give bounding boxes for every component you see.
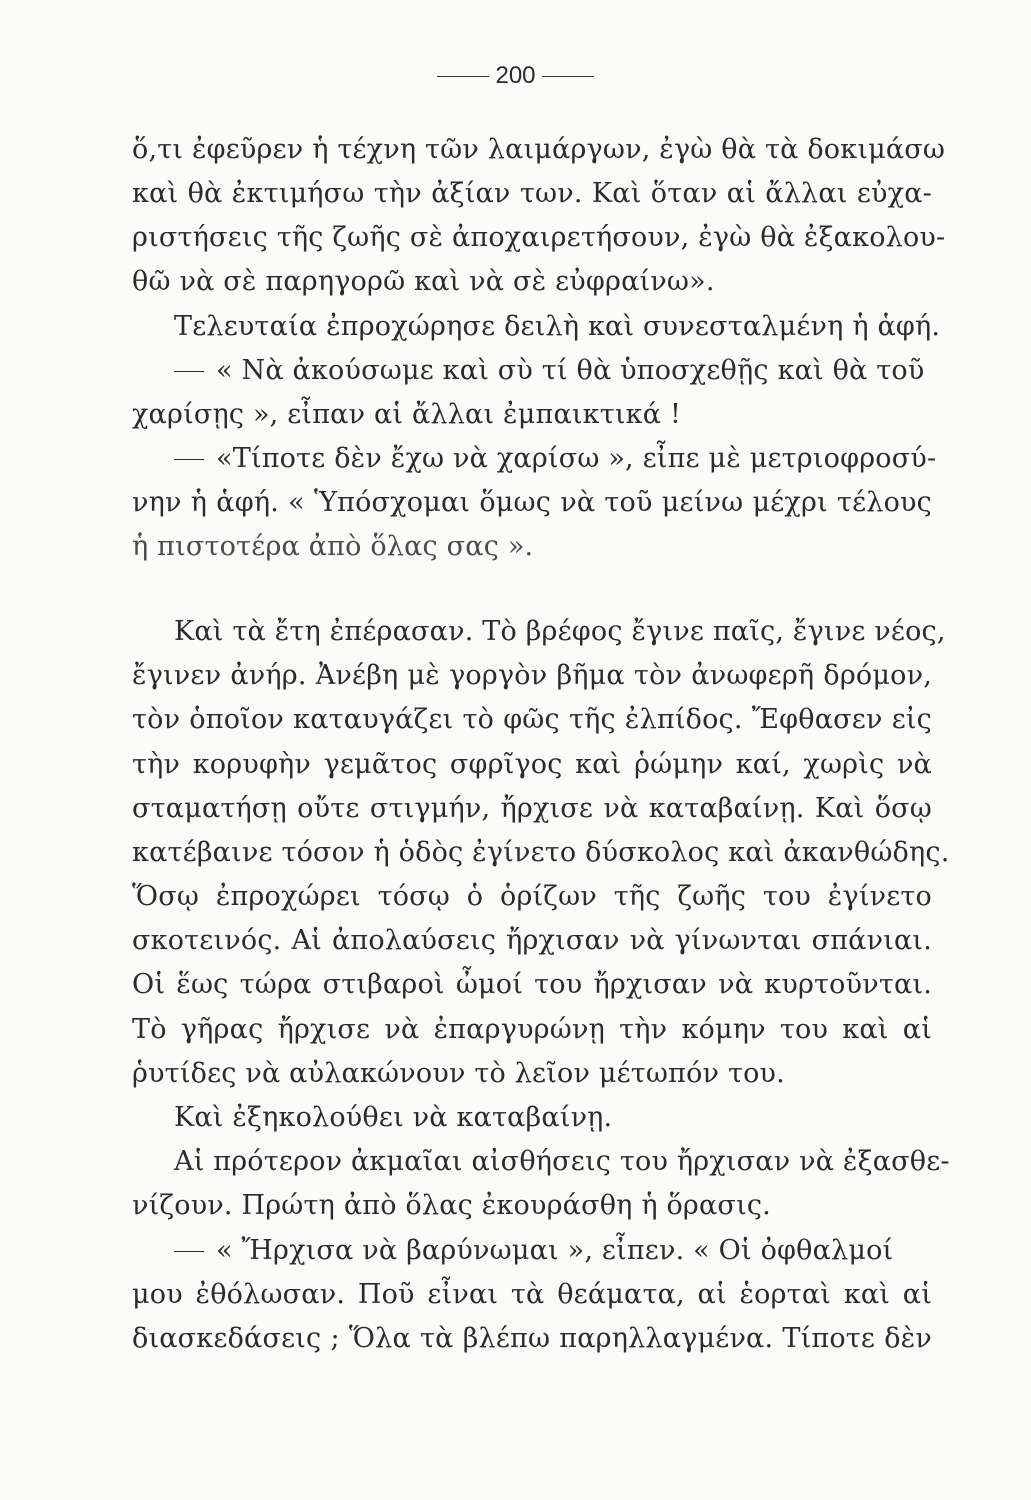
dialogue-dash (174, 371, 204, 372)
page-number (0, 62, 1031, 90)
text-line: σταματήσῃ οὔτε στιγμήν, ἤρχισε νὰ καταβαίνῃ. Καὶ ὅσῳ (132, 793, 932, 824)
dialogue-dash (174, 1251, 204, 1252)
text-line: Οἱ ἕως τώρα στιβαροὶ ὦμοί του ἤρχισαν νὰ κυρτοῦνται. (132, 969, 932, 1000)
text-line: τὴν κορυφὴν γεμᾶτος σφρῖγος καὶ ῥώμην καί, χωρὶς νὰ (132, 749, 932, 780)
page-number-value: 200 (495, 62, 536, 89)
text-line: κατέβαινε τόσον ἡ ὁδὸς ἐγίνετο δύσκολος καὶ ἀκανθώδης. (132, 837, 950, 868)
text-line: Καὶ τὰ ἔτη ἐπέρασαν. Τὸ βρέφος ἔγινε παῖς, ἔγινε νέος, (174, 616, 946, 647)
text-line: καὶ θὰ ἐκτιμήσω τὴν ἀξίαν των. Καὶ ὅταν αἱ ἄλλαι εὐχα- (132, 178, 932, 209)
text-line: νην ἡ ἁφή. « Ὑπόσχομαι ὅμως νὰ τοῦ μείνω μέχρι τέλους (132, 487, 932, 518)
text-line: ἔγινεν ἀνήρ. Ἀνέβη μὲ γοργὸν βῆμα τὸν ἀνωφερῆ δρόμον, (132, 660, 932, 691)
dialogue-line (174, 441, 936, 477)
text-line: ριστήσεις τῆς ζωῆς σὲ ἀποχαιρετήσουν, ἐγὼ θὰ ἐξακολου- (132, 222, 946, 253)
dialogue-line (174, 353, 924, 389)
text-line: ὅ,τι ἐφεῦρεν ἡ τέχνη τῶν λαιμάργων, ἐγὼ θὰ τὰ δοκιμάσω (132, 134, 946, 165)
page-number-dash-left (437, 76, 489, 77)
text-line: χαρίσῃς », εἶπαν αἱ ἄλλαι ἐμπαικτικά ! (132, 399, 681, 430)
text-line: σκοτεινός. Αἱ ἀπολαύσεις ἤρχισαν νὰ γίνωνται σπάνιαι. (132, 925, 932, 956)
text-line: Τελευταία ἐπροχώρησε δειλὴ καὶ συνεσταλμένη ἡ ἁφή. (174, 311, 941, 342)
dialogue-text: « Νὰ ἀκούσωμε καὶ σὺ τί θὰ ὑποσχεθῇς καὶ θὰ τοῦ (216, 355, 925, 386)
text-line: διασκεδάσεις ; Ὅλα τὰ βλέπω παρηλλαγμένα. Τίποτε δὲν (132, 1323, 932, 1354)
text-line: τὸν ὁποῖον καταυγάζει τὸ φῶς τῆς ἐλπίδος. Ἔφθασεν εἰς (132, 704, 932, 735)
dialogue-dash (174, 459, 204, 460)
text-line: Καὶ ἐξηκολούθει νὰ καταβαίνῃ. (174, 1102, 613, 1133)
text-line: θῶ νὰ σὲ παρηγορῶ καὶ νὰ σὲ εὐφραίνω». (132, 266, 715, 297)
dialogue-text: «Τίποτε δὲν ἔχω νὰ χαρίσω », εἶπε μὲ μετριοφροσύ- (216, 443, 937, 474)
dialogue-text: « Ἤρχισα νὰ βαρύνωμαι », εἶπεν. « Οἱ ὀφθαλμοί (216, 1235, 894, 1266)
text-line: Αἱ πρότερον ἀκμαῖαι αἰσθήσεις του ἤρχισαν νὰ ἐξασθε- (174, 1146, 950, 1177)
text-line: Τὸ γῆρας ἤρχισε νὰ ἐπαργυρώνῃ τὴν κόμην του καὶ αἱ (132, 1014, 932, 1045)
text-line: μου ἐθόλωσαν. Ποῦ εἶναι τὰ θεάματα, αἱ ἑορταὶ καὶ αἱ (132, 1279, 932, 1310)
text-line: ἡ πιστοτέρα ἀπὸ ὅλας σας ». (132, 531, 534, 562)
text-line: Ὅσῳ ἐπροχώρει τόσῳ ὁ ὁρίζων τῆς ζωῆς του ἐγίνετο (132, 881, 932, 912)
dialogue-line (174, 1233, 893, 1269)
text-line: ῥυτίδες νὰ αὐλακώνουν τὸ λεῖον μέτωπόν του. (132, 1058, 785, 1089)
text-line: νίζουν. Πρώτη ἀπὸ ὅλας ἐκουράσθη ἡ ὅρασις. (132, 1190, 771, 1221)
page-number-dash-right (542, 76, 594, 77)
